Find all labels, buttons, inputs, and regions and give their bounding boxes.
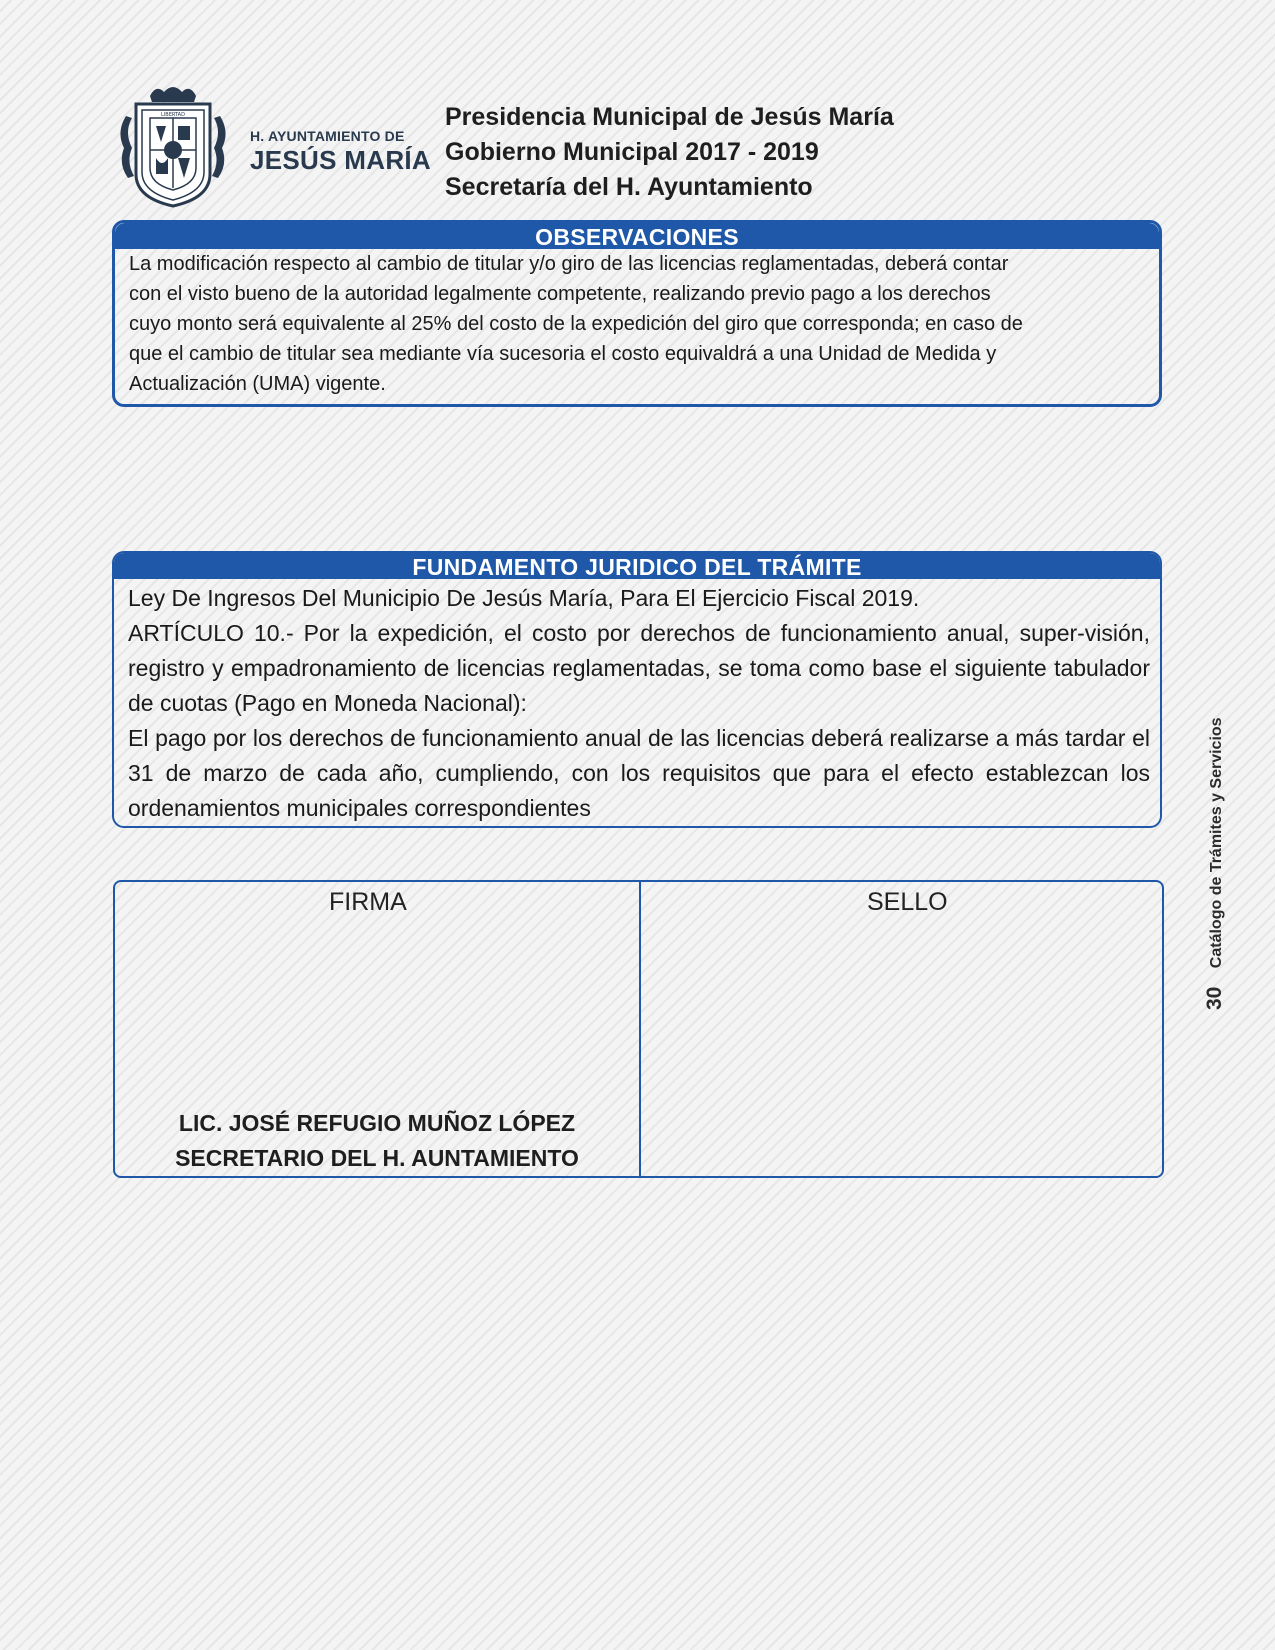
svg-text:LIBERTAD: LIBERTAD bbox=[161, 112, 185, 118]
observaciones-title: OBSERVACIONES bbox=[115, 223, 1159, 249]
signer-name: LIC. JOSÉ REFUGIO MUÑOZ LÓPEZ bbox=[178, 1110, 576, 1136]
signature-table bbox=[113, 880, 1164, 1178]
fundamento-section bbox=[112, 551, 1162, 828]
sello-label: SELLO bbox=[867, 888, 948, 916]
page-sidebar-label bbox=[1203, 717, 1227, 1010]
observaciones-section bbox=[112, 220, 1162, 407]
observaciones-body bbox=[115, 249, 1159, 399]
observaciones-line: Actualización (UMA) vigente. bbox=[129, 373, 386, 395]
logo-title-large: JESÚS MARÍA bbox=[250, 145, 431, 175]
fundamento-article: ARTÍCULO 10.- Por la expedición, el costo por derechos de funcionamiento anual, super-visión, registro y empadronamiento de licencias reglamentadas, se toma como base el siguiente tabulador de cuotas (Pago en Moneda Nacional): bbox=[128, 620, 1150, 716]
fundamento-payment: El pago por los derechos de funcionamiento anual de las licencias deberá realizarse a más tardar el 31 de marzo de cada año, cumpliendo, con los requisitos que para el efecto establezcan los ordenamientos municipales correspondientes bbox=[128, 725, 1150, 821]
header-line-gobierno: Gobierno Municipal 2017 - 2019 bbox=[445, 138, 819, 166]
coat-of-arms-icon bbox=[116, 82, 230, 208]
page-number: 30 bbox=[1203, 986, 1226, 1010]
fundamento-law: Ley De Ingresos Del Municipio De Jesús María, Para El Ejercicio Fiscal 2019. bbox=[128, 585, 920, 611]
municipal-logo bbox=[116, 82, 431, 210]
firma-label: FIRMA bbox=[329, 888, 407, 916]
header-line-secretaria: Secretaría del H. Ayuntamiento bbox=[445, 173, 813, 201]
logo-title-small: H. AYUNTAMIENTO DE bbox=[250, 128, 405, 144]
observaciones-line: con el visto bueno de la autoridad legalmente competente, realizando previo pago a los derechos bbox=[129, 283, 991, 305]
signature-divider bbox=[639, 882, 641, 1176]
fundamento-title: FUNDAMENTO JURIDICO DEL TRÁMITE bbox=[114, 553, 1160, 579]
observaciones-line: cuyo monto será equivalente al 25% del costo de la expedición del giro que corresponda; en caso de bbox=[129, 313, 1023, 335]
header-line-presidencia: Presidencia Municipal de Jesús María bbox=[445, 103, 894, 131]
fundamento-body bbox=[114, 579, 1160, 826]
observaciones-line: que el cambio de titular sea mediante vía sucesoria el costo equivaldrá a una Unidad de Medida y bbox=[129, 343, 997, 365]
catalog-title: Catálogo de Trámites y Servicios bbox=[1208, 717, 1225, 969]
signer-position: SECRETARIO DEL H. AUNTAMIENTO bbox=[175, 1145, 579, 1171]
observaciones-line: La modificación respecto al cambio de titular y/o giro de las licencias reglamentadas, deberá contar bbox=[129, 253, 1009, 275]
document-header bbox=[445, 100, 894, 205]
